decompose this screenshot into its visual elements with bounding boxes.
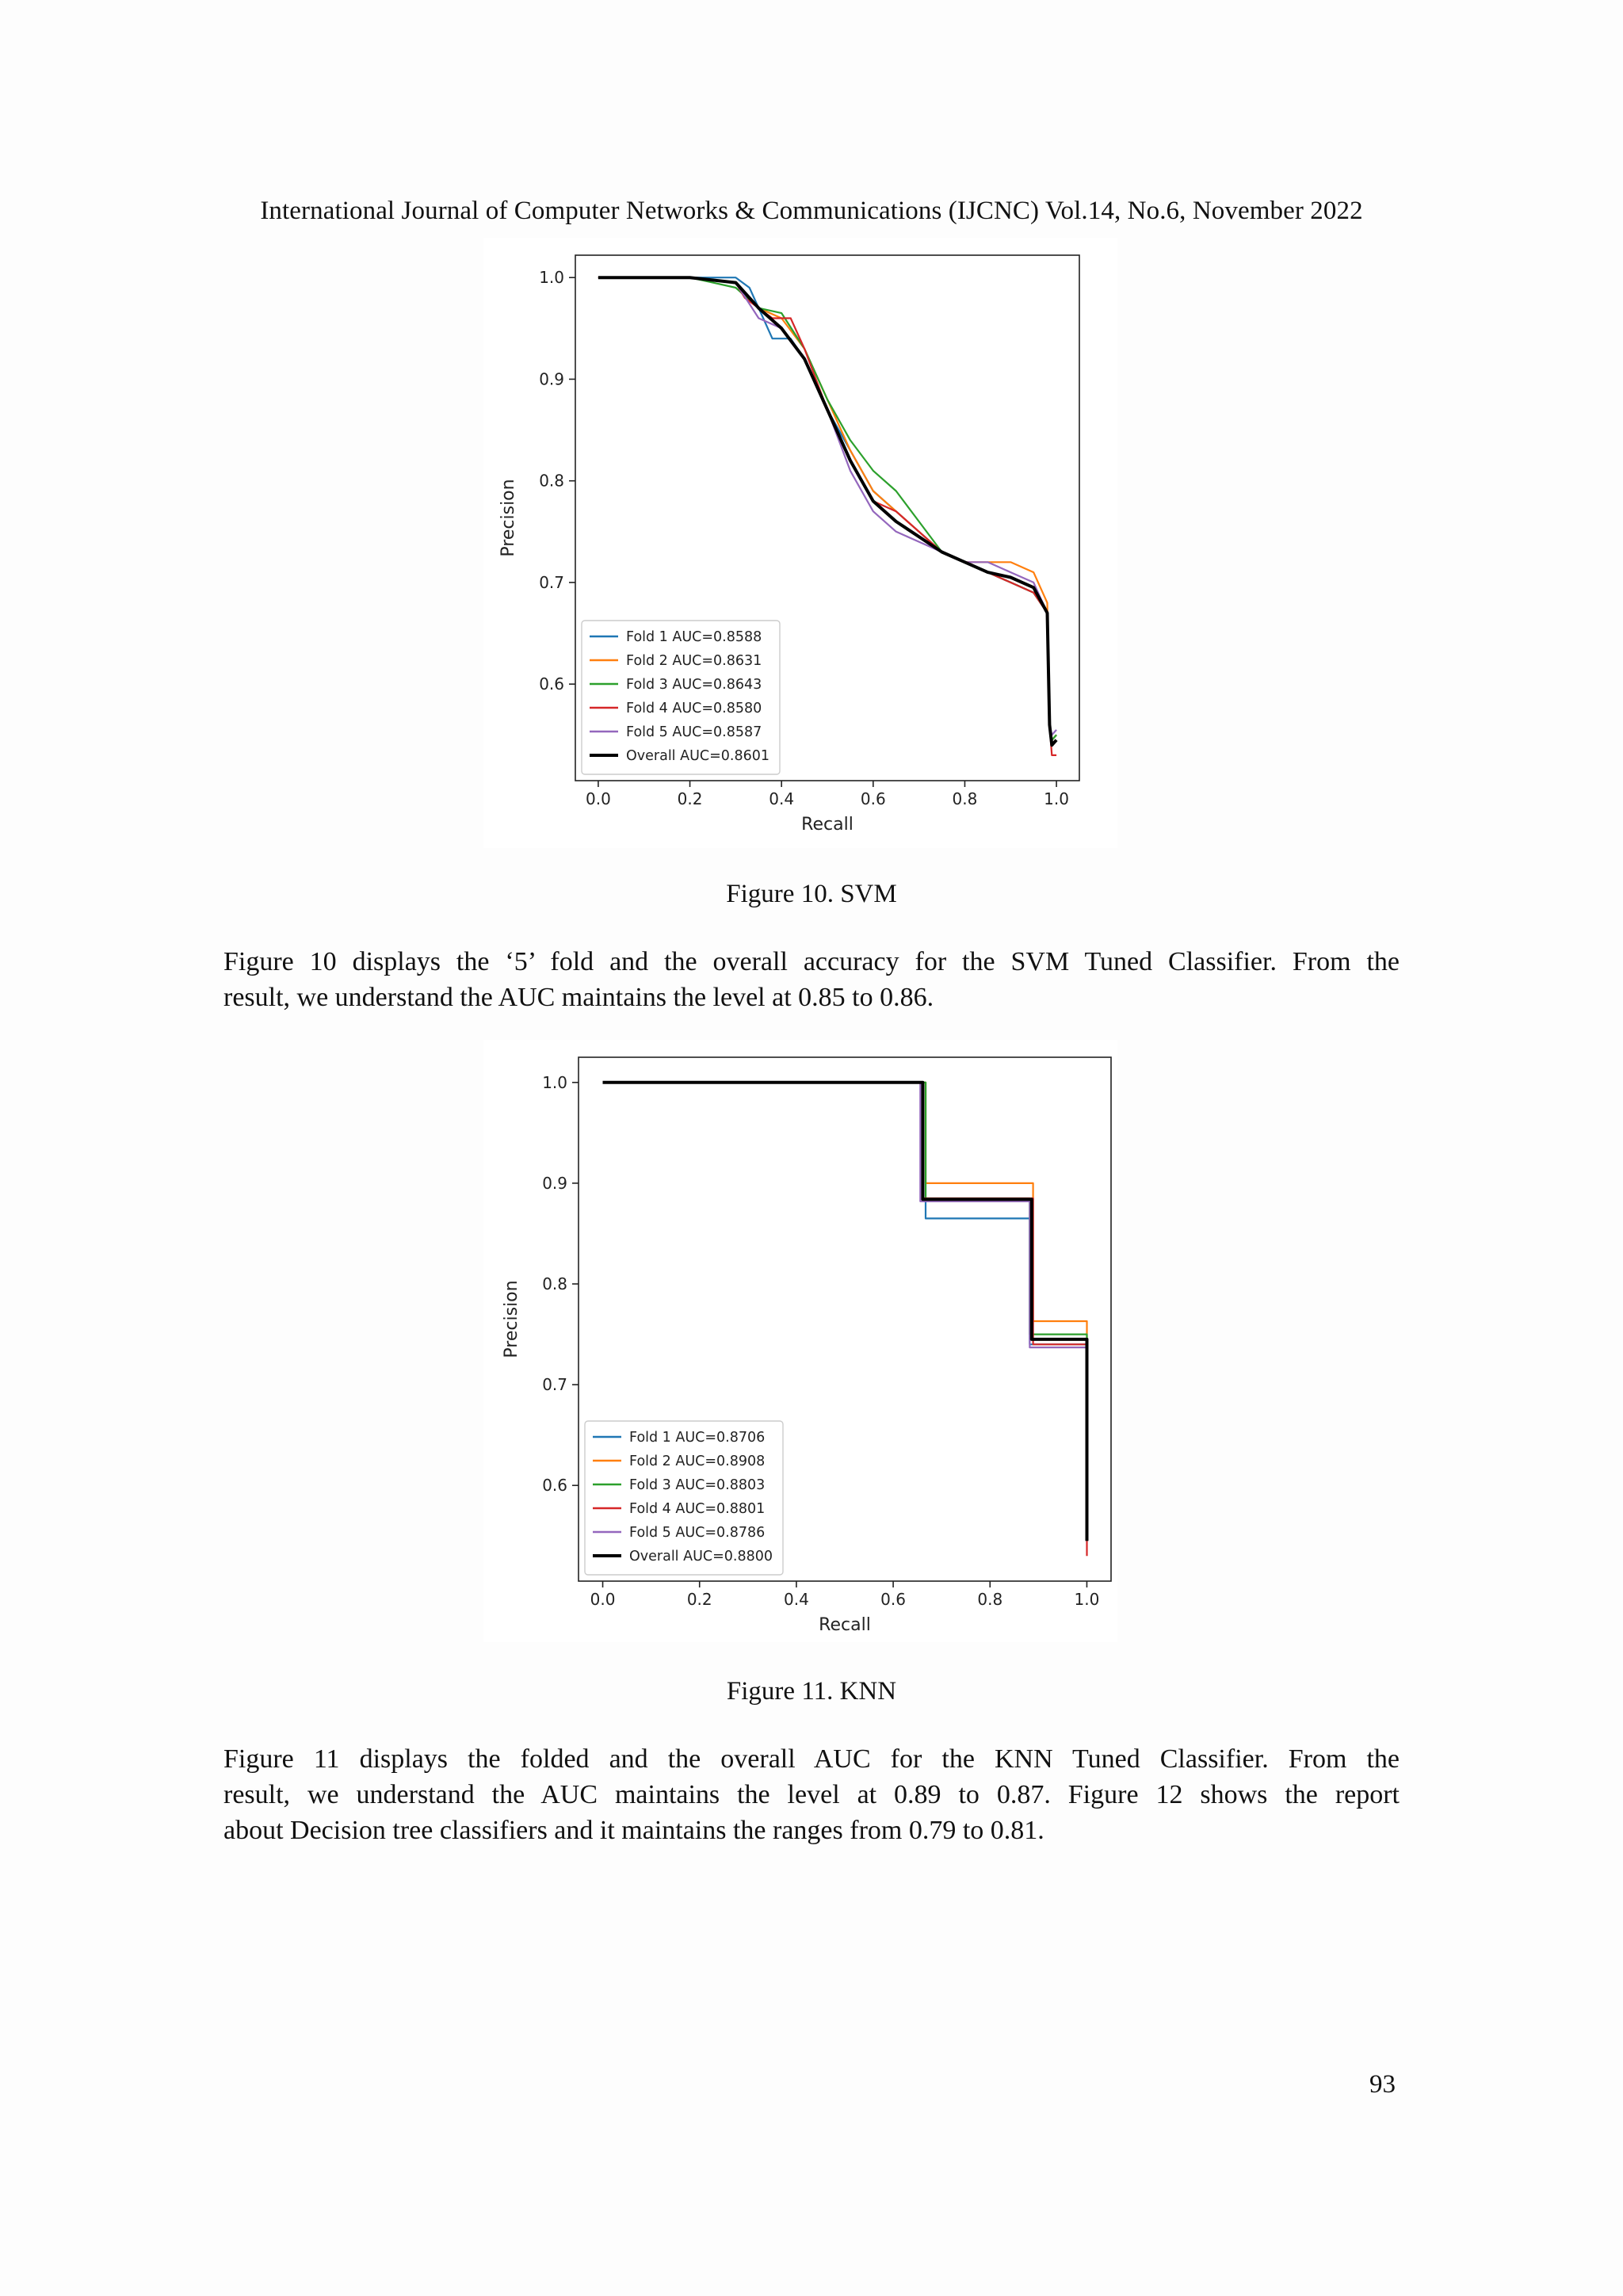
page-number: 93 bbox=[1369, 2070, 1396, 2099]
x-tick-label: 0.4 bbox=[769, 789, 795, 808]
knn-precision-recall-plot bbox=[483, 1040, 1117, 1642]
y-tick-label: 0.7 bbox=[542, 1375, 567, 1395]
x-tick-label: 0.0 bbox=[590, 1590, 616, 1609]
paragraph-line: Figure 11 displays the folded and the overall AUC for the KNN Tuned Classifier. From the bbox=[223, 1744, 1400, 1774]
y-axis-label: Precision bbox=[502, 1280, 521, 1358]
svm-precision-recall-plot bbox=[483, 238, 1117, 848]
x-axis-label: Recall bbox=[819, 1615, 871, 1635]
paragraph-line: about Decision tree classifiers and it maintains the ranges from 0.79 to 0.81. bbox=[223, 1816, 1044, 1845]
legend-label: Fold 4 AUC=0.8580 bbox=[626, 701, 762, 716]
y-axis-label: Precision bbox=[498, 479, 518, 557]
y-tick-label: 0.6 bbox=[542, 1476, 567, 1496]
y-tick-label: 0.9 bbox=[542, 1173, 567, 1193]
figure-10-caption: Figure 10. SVM bbox=[726, 880, 897, 908]
journal-header: International Journal of Computer Networks & Communications (IJCNC) Vol.14, No.6, November 2022 bbox=[260, 197, 1363, 225]
x-tick-label: 1.0 bbox=[1074, 1590, 1100, 1609]
y-tick-label: 0.8 bbox=[542, 1274, 567, 1294]
y-tick-label: 1.0 bbox=[542, 1072, 567, 1092]
x-tick-label: 0.8 bbox=[952, 789, 978, 808]
paragraph-line: result, we understand the AUC maintains the level at 0.89 to 0.87. Figure 12 shows the report bbox=[223, 1780, 1400, 1809]
legend-label: Fold 3 AUC=0.8803 bbox=[629, 1477, 766, 1493]
legend-label: Fold 4 AUC=0.8801 bbox=[629, 1501, 766, 1517]
x-axis-label: Recall bbox=[801, 815, 854, 835]
legend-label: Fold 2 AUC=0.8631 bbox=[626, 653, 762, 669]
x-tick-label: 0.4 bbox=[784, 1590, 809, 1609]
y-tick-label: 1.0 bbox=[539, 268, 564, 288]
x-tick-label: 1.0 bbox=[1044, 789, 1069, 808]
legend-label: Overall AUC=0.8601 bbox=[626, 748, 769, 764]
y-tick-label: 0.6 bbox=[539, 674, 564, 694]
legend-label: Fold 5 AUC=0.8587 bbox=[626, 724, 762, 740]
x-tick-label: 0.8 bbox=[977, 1590, 1003, 1609]
x-tick-label: 0.6 bbox=[880, 1590, 906, 1609]
x-tick-label: 0.0 bbox=[586, 789, 611, 808]
figure-11-caption: Figure 11. KNN bbox=[726, 1677, 897, 1706]
paragraph-figure-11 bbox=[223, 1741, 1400, 1848]
legend-label: Fold 1 AUC=0.8588 bbox=[626, 629, 762, 645]
legend-label: Fold 1 AUC=0.8706 bbox=[629, 1430, 766, 1446]
figure-svm-chart bbox=[483, 238, 1117, 848]
x-tick-label: 0.2 bbox=[686, 1590, 712, 1609]
y-tick-label: 0.9 bbox=[539, 369, 564, 389]
y-tick-label: 0.7 bbox=[539, 572, 564, 592]
x-tick-label: 0.6 bbox=[860, 789, 886, 808]
x-tick-label: 0.2 bbox=[677, 789, 703, 808]
figure-knn-chart bbox=[483, 1040, 1117, 1642]
legend-label: Fold 3 AUC=0.8643 bbox=[626, 677, 762, 693]
paragraph-line: Figure 10 displays the ‘5’ fold and the overall accuracy for the SVM Tuned Classifier. From the bbox=[223, 947, 1400, 976]
y-tick-label: 0.8 bbox=[539, 471, 564, 491]
paragraph-line: result, we understand the AUC maintains the level at 0.85 to 0.86. bbox=[223, 983, 934, 1012]
legend-label: Fold 2 AUC=0.8908 bbox=[629, 1454, 766, 1469]
legend-label: Fold 5 AUC=0.8786 bbox=[629, 1525, 766, 1541]
paragraph-figure-10 bbox=[223, 944, 1400, 1015]
legend-label: Overall AUC=0.8800 bbox=[629, 1549, 773, 1564]
